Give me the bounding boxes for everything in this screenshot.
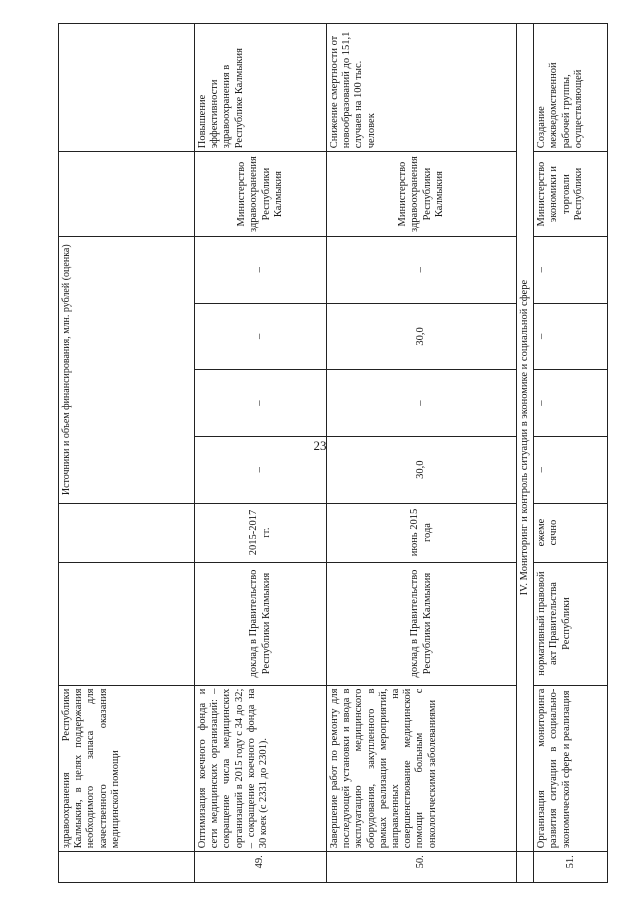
cell-fin: – — [327, 370, 517, 437]
cell-num — [517, 852, 534, 883]
cell-fin: – — [534, 370, 608, 437]
cell-form: доклад в Правительство Республики Калмыкия — [327, 562, 517, 685]
cell-fin: – — [534, 303, 608, 370]
table-row — [195, 24, 327, 883]
cell-executor: Министерство здравоохранения Республики Калмыкия — [195, 152, 327, 237]
cell-term: июнь 2015 года — [327, 503, 517, 562]
cell-form — [59, 562, 195, 685]
cell-executor: Министерство экономики и торговли Республики — [534, 152, 608, 237]
cell-term: ежеме сячно — [534, 503, 608, 562]
cell-executor: Министерство здравоохранения Республики Калмыкия — [327, 152, 517, 237]
table-row — [59, 24, 195, 883]
cell-fin: 30,0 — [327, 303, 517, 370]
cell-fin: – — [534, 436, 608, 503]
cell-result: Повышение эффективности здравоохранения в Республике Калмыкия — [195, 24, 327, 152]
cell-form: нормативный правовой акт Правительства Республики — [534, 562, 608, 685]
section-row — [517, 24, 534, 883]
cell-measure: Организация мониторинга развития ситуации в социально-экономической сфере и реализация — [534, 685, 608, 852]
row-number: 51. — [534, 852, 608, 883]
cell-measure: Завершение работ по ремонту для последующей установки и ввода в эксплуатацию медицинского оборудования, закупленного в рамках реализации мероприятий, направленных на совершенствование медицинской помощи больным с онкологическими заболеваниями — [327, 685, 517, 852]
cell-form: доклад в Правительство Республики Калмыкия — [195, 562, 327, 685]
cell-num — [59, 852, 195, 883]
financing-header: Источники и объем финансирования, млн. рублей (оценка) — [59, 236, 195, 503]
table-row — [327, 24, 517, 883]
cell-fin: – — [195, 436, 327, 503]
row-number: 49. — [195, 852, 327, 883]
cell-result: Создание межведомственной рабочей группы, осуществляющей — [534, 24, 608, 152]
cell-fin: – — [195, 236, 327, 303]
section-title: IV. Мониторинг и контроль ситуации в экономике и социальной сфере — [517, 24, 534, 852]
cell-result — [59, 24, 195, 152]
row-number: 50. — [327, 852, 517, 883]
page-number: 23 — [313, 438, 327, 453]
cell-fin: – — [195, 303, 327, 370]
cell-fin: – — [534, 236, 608, 303]
cell-fin: – — [195, 370, 327, 437]
rotated-table-wrapper — [58, 23, 606, 883]
table-row — [534, 24, 608, 883]
cell-measure: Оптимизация коечного фонда и сети медицинских организаций: – сокращение числа медицинских организаций в 2015 году с 34 до 32; – сокращение коечного фонда на 30 коек (с 2331 до 2301). — [195, 685, 327, 852]
cell-fin: – — [327, 236, 517, 303]
cell-fin: 30,0 — [327, 436, 517, 503]
cell-term — [59, 503, 195, 562]
cell-executor — [59, 152, 195, 237]
plan-table — [58, 23, 608, 883]
cell-result: Снижение смертности от новообразований до 151,1 случаев на 100 тыс. человек — [327, 24, 517, 152]
cell-measure: здравоохранения Республики Калмыкия, в целях поддержания необходимого запаса для качественного оказания медицинской помощи — [59, 685, 195, 852]
cell-term: 2015-2017 гг. — [195, 503, 327, 562]
